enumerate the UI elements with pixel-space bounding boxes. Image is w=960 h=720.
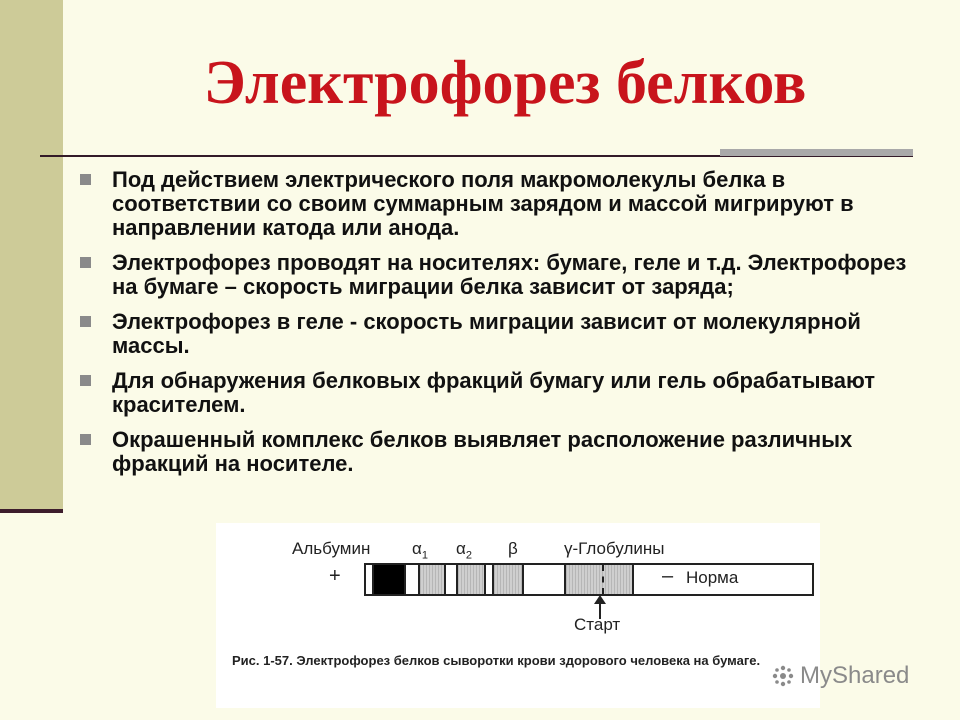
left-accent-bar-edge <box>0 509 63 513</box>
bullet-item <box>76 369 936 417</box>
beta-label: β <box>508 539 518 558</box>
bullet-item <box>76 251 936 299</box>
bullet-item <box>76 168 936 240</box>
albumin-label: Альбумин <box>292 539 371 558</box>
gamma-globulins-label: γ-Глобулины <box>564 539 665 558</box>
alpha1-band <box>418 565 446 594</box>
bullet-text: Электрофорез в геле - скорость миграции зависит от молекулярной массы. <box>112 309 861 358</box>
bullet-text: Для обнаружения белковых фракций бумагу или гель обрабатывают красителем. <box>112 368 876 417</box>
square-bullet-icon <box>80 316 91 327</box>
start-label: Старт <box>574 615 621 634</box>
bullet-item <box>76 428 936 476</box>
alpha1-label: $\alpha_1$ <box>412 539 428 562</box>
figure-caption: Рис. 1-57. Электрофорез белков сыворотки крови здорового человека на бумаге. <box>232 653 761 668</box>
square-bullet-icon <box>80 375 91 386</box>
start-line <box>602 565 604 594</box>
norm-label: Норма <box>686 568 739 587</box>
alpha2-band <box>456 565 486 594</box>
alpha2-label: $\alpha_2$ <box>456 539 472 562</box>
plus-sign: + <box>329 565 341 587</box>
gamma-globulin-band <box>564 565 634 594</box>
bullet-text: Электрофорез проводят на носителях: бумаге, геле и т.д. Электрофорез на бумаге – скорость миграции белка зависит от заряда; <box>112 250 907 299</box>
beta-band <box>492 565 524 594</box>
title-divider-accent <box>720 149 913 156</box>
electrophoresis-figure <box>216 523 820 708</box>
square-bullet-icon <box>80 174 91 185</box>
share-icon <box>772 665 794 687</box>
square-bullet-icon <box>80 434 91 445</box>
bullet-text: Под действием электрического поля макромолекулы белка в соответствии со своим суммарным зарядом и массой мигрируют в направлении катода или анода. <box>112 167 854 240</box>
bullet-list <box>76 168 936 487</box>
minus-sign: – <box>662 565 674 587</box>
albumin-band <box>372 565 406 594</box>
slide-title: Электрофорез белков <box>203 49 807 117</box>
watermark-text: MyShared <box>800 662 910 689</box>
watermark <box>772 660 909 692</box>
bullet-text: Окрашенный комплекс белков выявляет расположение различных фракций на носителе. <box>112 427 853 476</box>
electrophoresis-strip <box>364 563 814 596</box>
bullet-item <box>76 310 936 358</box>
square-bullet-icon <box>80 257 91 268</box>
